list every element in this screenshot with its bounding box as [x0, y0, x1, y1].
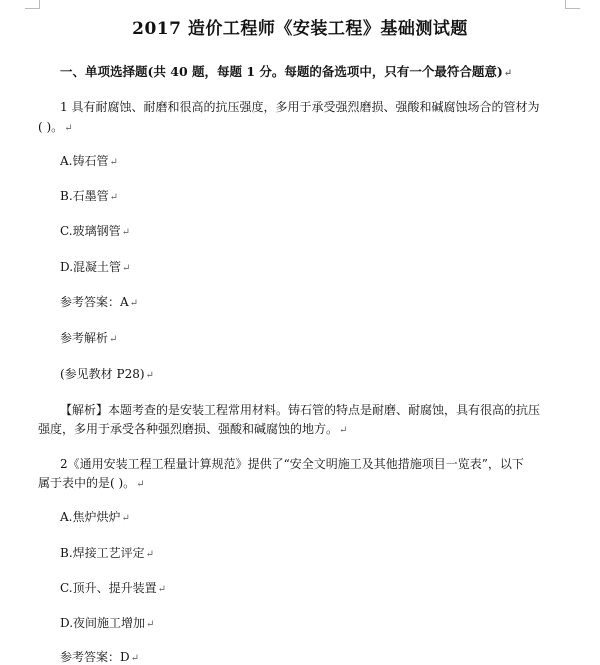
q2-stem-line-2: 属于表中的是( )。↵ — [38, 476, 145, 490]
q1-stem-line-1: 1 具有耐腐蚀、耐磨和很高的抗压强度，多用于承受强烈磨损、强酸和碱腐蚀场合的管材为 — [60, 100, 540, 114]
q1-option-b: B.石墨管↵ — [60, 189, 119, 203]
q2-option-d: D.夜间施工增加↵ — [60, 616, 155, 630]
q2-option-b: B.焊接工艺评定↵ — [60, 546, 155, 560]
q1-analysis-label: 参考解析↵ — [60, 331, 118, 345]
q1-explanation-line-2: 强度，多用于承受各种强烈磨损、强酸和碱腐蚀的地方。↵ — [38, 422, 348, 436]
q1-answer: 参考答案：A↵ — [60, 295, 139, 309]
page-corner-mark-right — [565, 0, 580, 9]
q1-reference: (参见教材 P28)↵ — [60, 367, 154, 381]
q1-option-a: A.铸石管↵ — [60, 154, 118, 168]
q2-option-c: C.顶升、提升装置↵ — [60, 581, 166, 595]
q1-stem-line-2: ( )。↵ — [38, 120, 73, 134]
q2-stem-line-1: 2《通用安装工程工程量计算规范》提供了“安全文明施工及其他措施项目一览表”，以下 — [60, 457, 524, 471]
q1-option-c: C.玻璃钢管↵ — [60, 224, 130, 238]
q1-explanation-line-1: 【解析】本题考查的是安装工程常用材料。铸石管的特点是耐磨、耐腐蚀，具有很高的抗压 — [60, 403, 541, 417]
document-title: 2017 造价工程师《安装工程》基础测试题 — [132, 19, 468, 39]
page-corner-mark-left — [25, 0, 40, 9]
section-heading: 一、单项选择题(共 40 题，每题 1 分。每题的备选项中，只有一个最符合题意)↵ — [60, 64, 513, 79]
q2-option-a: A.焦炉烘炉↵ — [60, 510, 130, 524]
q2-answer: 参考答案：D↵ — [60, 650, 140, 664]
q1-option-d: D.混凝土管↵ — [60, 260, 131, 274]
